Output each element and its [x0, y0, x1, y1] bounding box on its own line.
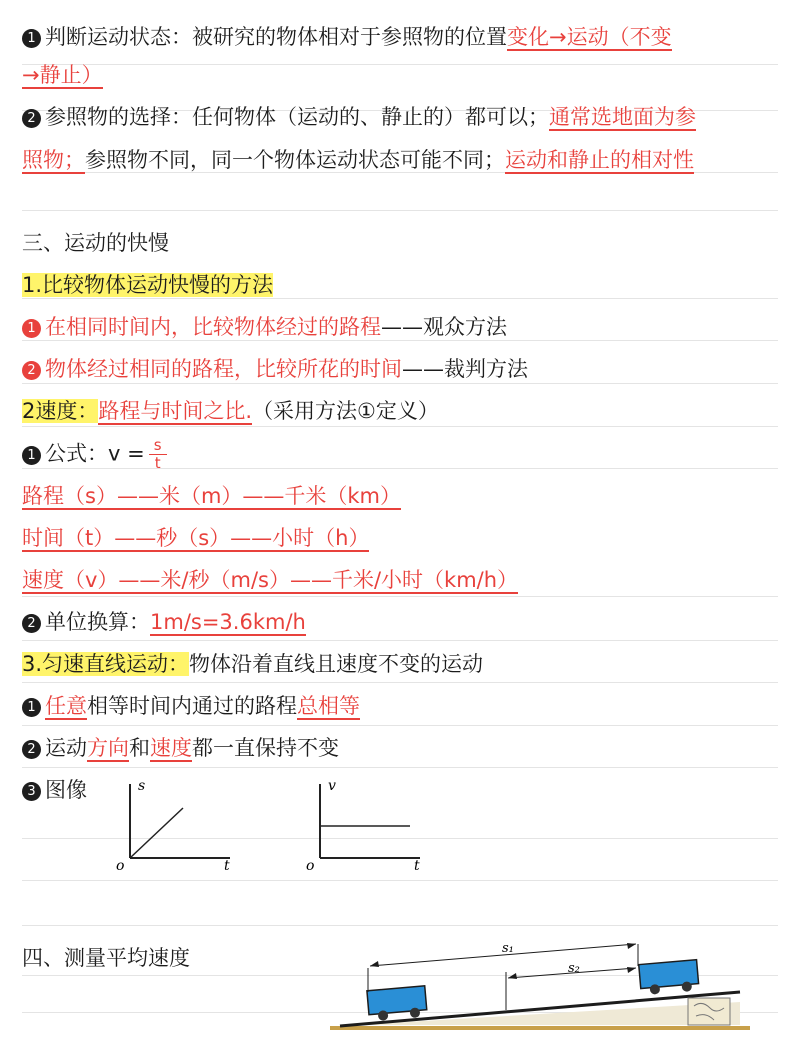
- unit-line-distance: [22, 481, 401, 511]
- red-underlined-text: →静止）: [22, 63, 103, 87]
- speed-formula: [22, 438, 167, 471]
- speed-definition: [22, 396, 439, 426]
- red-underlined-text: 1m/s=3.6km/h: [150, 610, 306, 634]
- vt-x-label: t: [414, 858, 420, 872]
- s2-arrow-head-left: [508, 973, 517, 979]
- text: 运动: [45, 736, 87, 760]
- highlighted-title: 1.比较物体运动快慢的方法: [22, 273, 274, 297]
- st-x-label: t: [224, 858, 230, 872]
- notebook-rule: [22, 64, 778, 65]
- circled-number: 2: [22, 740, 41, 759]
- vt-origin: o: [306, 858, 315, 872]
- red-underlined-text: 照物；: [22, 148, 85, 172]
- red-text: 物体经过相同的路程，比较所花的时间: [45, 357, 402, 381]
- notebook-rule: [22, 880, 778, 881]
- notebook-rule: [22, 725, 778, 726]
- st-origin: o: [116, 858, 125, 872]
- red-text: 在相同时间内，比较物体经过的路程: [45, 315, 381, 339]
- uniform-property-3: [22, 775, 87, 805]
- text: 单位换算：: [45, 610, 150, 634]
- ramp-block: [688, 998, 730, 1025]
- s1-arrow-head-right: [627, 943, 636, 949]
- unit-line-time: [22, 523, 369, 553]
- denominator: t: [154, 454, 161, 472]
- s2-label: s₂: [568, 961, 580, 976]
- section-heading-speed: 三、运动的快慢: [22, 231, 169, 255]
- st-graph: [108, 772, 238, 872]
- formula-label: 公式：v =: [45, 441, 145, 466]
- reference-state-line: [22, 22, 672, 52]
- red-underlined-text: 时间（t）——秒（s）——小时（h）: [22, 526, 370, 550]
- section-heading-average-speed: 四、测量平均速度: [22, 946, 190, 970]
- red-underlined-text: 路程与时间之比.: [98, 399, 253, 423]
- text: 和: [129, 736, 150, 760]
- red-underlined-text: 速度（v）——米/秒（m/s）——千米/小时（km/h）: [22, 568, 519, 592]
- notebook-rule: [22, 426, 778, 427]
- highlighted-title: 3.匀速直线运动：: [22, 652, 190, 676]
- text: （采用方法①定义）: [252, 399, 439, 423]
- method-audience: [22, 312, 507, 342]
- numerator: s: [153, 436, 162, 454]
- reference-choice-line-cont: [22, 145, 694, 175]
- circled-number: 2: [22, 614, 41, 633]
- text: ——观众方法: [381, 315, 507, 339]
- text: 物体沿着直线且速度不变的运动: [189, 652, 484, 676]
- circled-number: 1: [22, 698, 41, 717]
- vt-graph: [298, 772, 428, 872]
- circled-number: 1: [22, 446, 41, 465]
- circled-number: 2: [22, 109, 41, 128]
- s2-arrow-head-right: [627, 967, 636, 973]
- text: 都一直保持不变: [192, 736, 339, 760]
- notebook-rule: [22, 596, 778, 597]
- notebook-rule: [22, 682, 778, 683]
- notebook-rule: [22, 640, 778, 641]
- uniform-motion-definition: [22, 649, 483, 679]
- circled-number: 2: [22, 361, 41, 380]
- text: 参照物不同，同一个物体运动状态可能不同；: [85, 148, 505, 172]
- method-referee: [22, 354, 528, 384]
- highlighted-title: 2速度：: [22, 399, 99, 423]
- red-underlined-text: 任意: [45, 694, 87, 718]
- red-underlined-text: 运动和静止的相对性: [505, 148, 694, 172]
- fraction: [149, 438, 167, 471]
- s1-arrow-head-left: [370, 961, 379, 967]
- red-underlined-text: 方向: [87, 736, 129, 760]
- notebook-rule: [22, 767, 778, 768]
- unit-line-speed: [22, 565, 518, 595]
- subheading-compare-methods: [22, 270, 273, 300]
- circled-number: 1: [22, 319, 41, 338]
- red-underlined-text: 速度: [150, 736, 192, 760]
- cart-end: [639, 960, 699, 996]
- red-underlined-text: 变化→运动（不变: [507, 25, 672, 49]
- uniform-property-2: [22, 733, 339, 763]
- notebook-rule: [22, 925, 778, 926]
- uniform-property-1: [22, 691, 360, 721]
- vt-y-label: v: [328, 778, 336, 794]
- circled-number: 1: [22, 29, 41, 48]
- text: 判断运动状态：被研究的物体相对于参照物的位置: [45, 25, 507, 49]
- cart-start: [367, 986, 427, 1022]
- text: ——裁判方法: [402, 357, 528, 381]
- reference-state-line-cont: [22, 60, 103, 90]
- red-underlined-text: 总相等: [297, 694, 360, 718]
- text: 相等时间内通过的路程: [87, 694, 297, 718]
- circled-number: 3: [22, 782, 41, 801]
- reference-choice-line: [22, 102, 696, 132]
- unit-conversion: [22, 607, 306, 637]
- st-line: [130, 808, 183, 858]
- s1-label: s₁: [502, 941, 514, 956]
- red-underlined-text: 路程（s）——米（m）——千米（km）: [22, 484, 402, 508]
- st-y-label: s: [138, 778, 146, 794]
- text: 参照物的选择：任何物体（运动的、静止的）都可以；: [45, 105, 549, 129]
- incline-diagram: [330, 932, 750, 1036]
- notebook-rule: [22, 210, 778, 211]
- text: 图像: [45, 778, 87, 802]
- red-underlined-text: 通常选地面为参: [549, 105, 696, 129]
